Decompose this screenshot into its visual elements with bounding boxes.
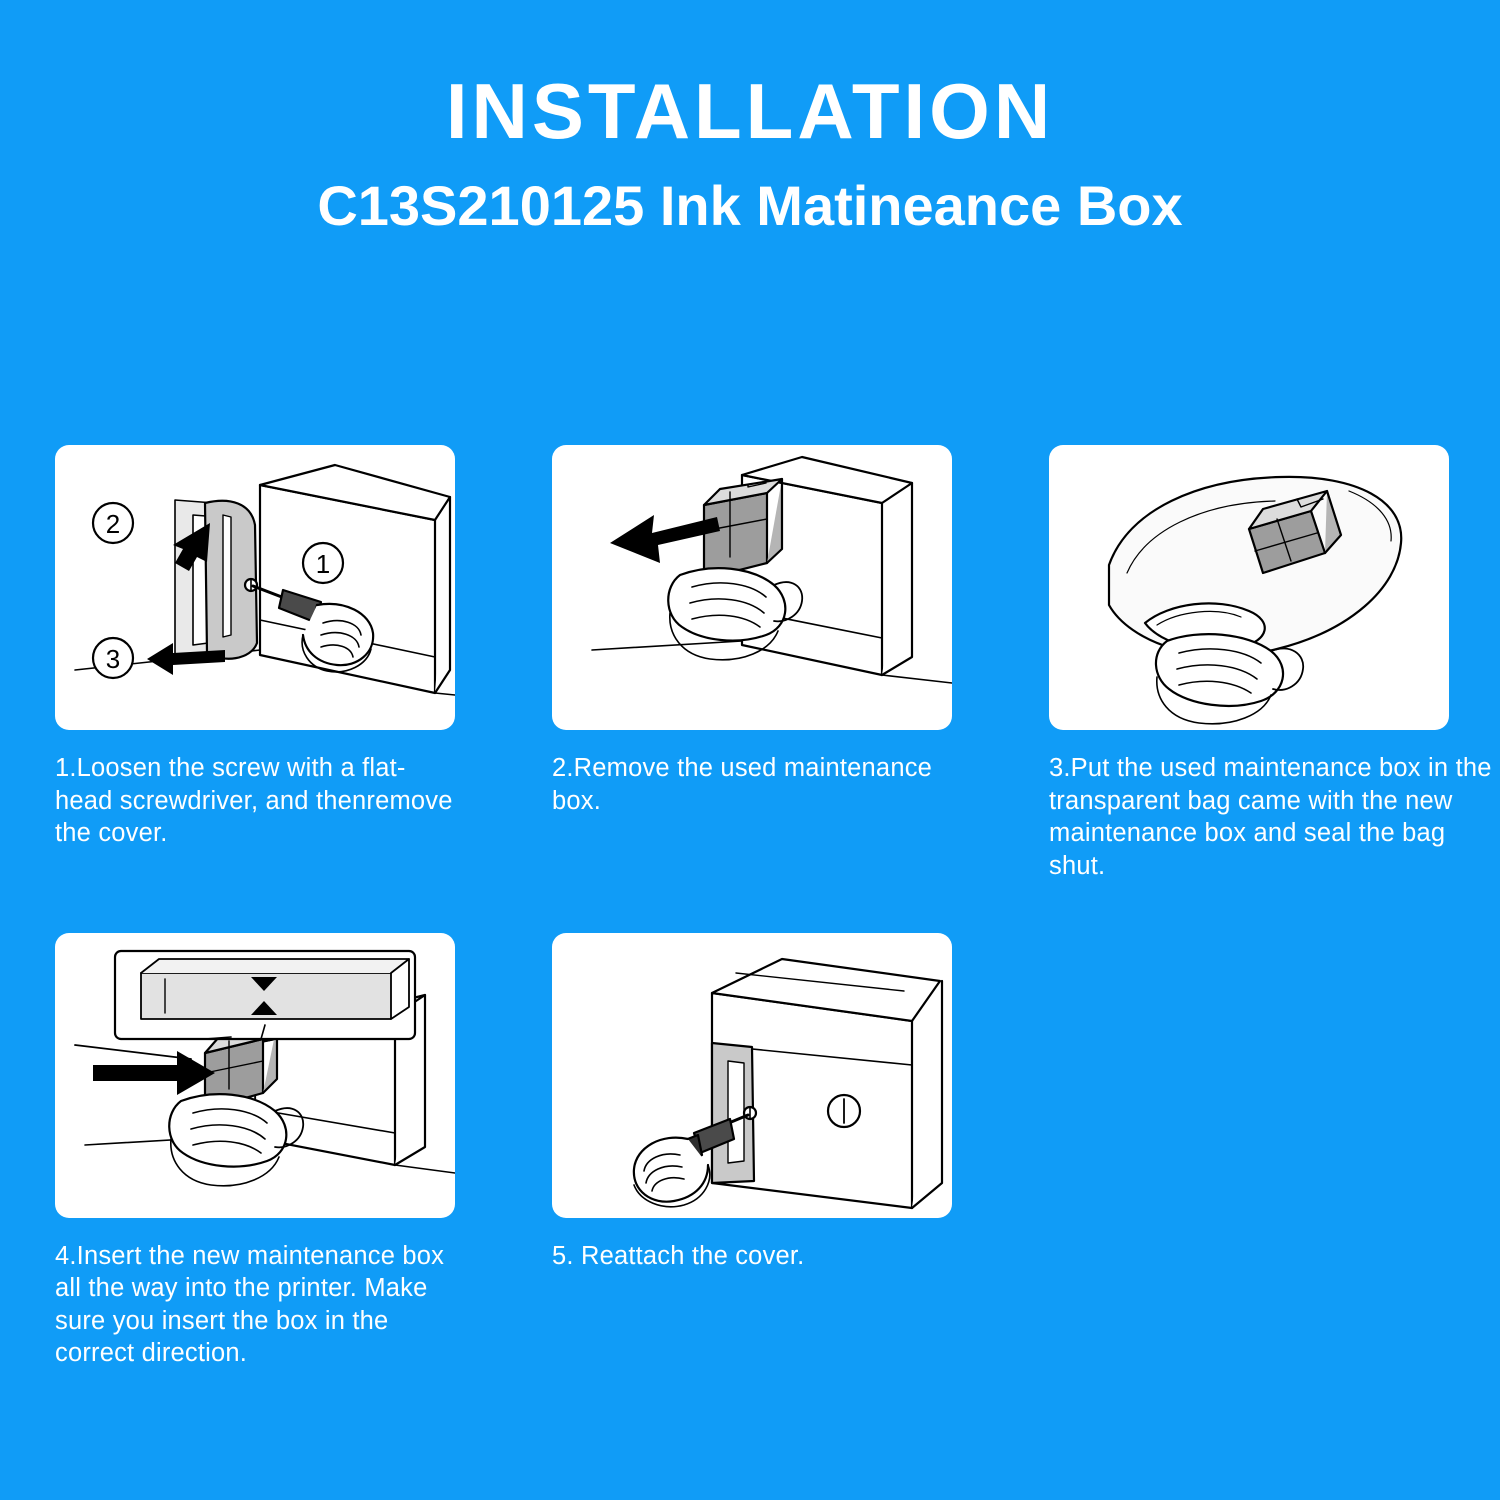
step-5-caption: 5. Reattach the cover.	[552, 1241, 805, 1270]
step-2-caption: 2.Remove the used maintenance box.	[552, 754, 933, 815]
steps-row-2	[55, 933, 1455, 1371]
steps-grid	[55, 445, 1492, 1370]
page-title: INSTALLATION	[445, 67, 1055, 155]
callout-3: 3	[105, 644, 121, 674]
callout-1: 1	[315, 549, 331, 579]
step-4-caption: 4.Insert the new maintenance box all the way into the printer. Make sure you insert the box in the correct direction.	[55, 1241, 445, 1368]
step-1-caption: 1.Loosen the screw with a flat-head screwdriver, and thenremove the cover.	[55, 754, 453, 848]
step-5	[552, 933, 952, 1371]
callout-2: 2	[105, 509, 121, 539]
step-4-illustration	[55, 933, 455, 1218]
step-5-illustration	[552, 933, 952, 1218]
step-1-illustration	[55, 445, 455, 730]
step-3	[1049, 445, 1492, 883]
steps-row-1	[55, 445, 1492, 883]
poster-header	[0, 0, 1500, 237]
step-1	[55, 445, 455, 883]
page-subtitle: C13S210125 Ink Matineance Box	[317, 174, 1183, 237]
step-2-illustration	[552, 445, 952, 730]
step-2	[552, 445, 952, 883]
step-3-caption: 3.Put the used maintenance box in the transparent bag came with the new maintenance box and seal the bag shut.	[1049, 754, 1492, 880]
step-4	[55, 933, 455, 1371]
step-3-illustration	[1049, 445, 1449, 730]
